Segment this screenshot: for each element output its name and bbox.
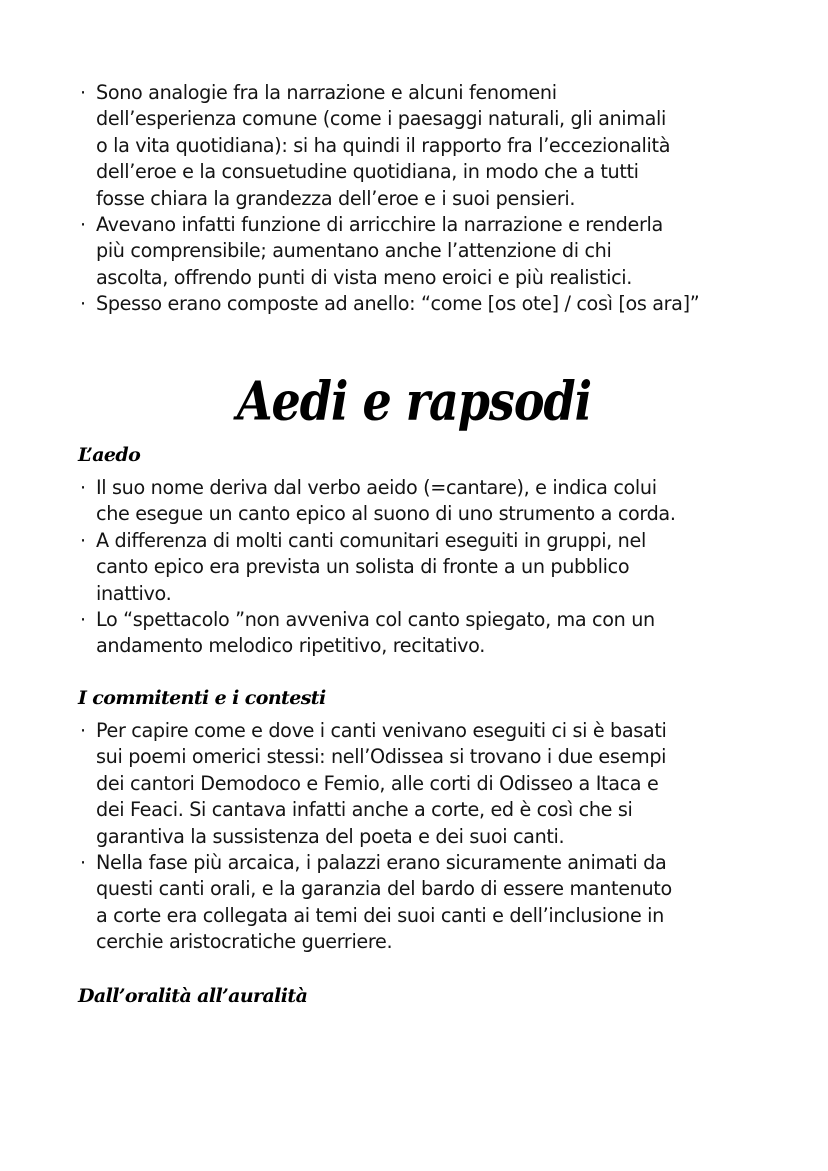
bullet-dot-icon: · (80, 529, 86, 552)
bullet-item (78, 80, 768, 212)
text-line: A differenza di molti canti comunitari eseguiti in gruppi, nel (96, 528, 646, 552)
text-line: Per capire come e dove i canti venivano eseguiti ci si è basati (96, 719, 667, 742)
text-line: ascolta, offrendo punti di vista meno eroici e più realistici. (96, 265, 632, 289)
bullet-dot-icon: · (80, 82, 86, 104)
bullet-dot-icon: · (80, 477, 86, 499)
text-line: Sono analogie fra la narrazione e alcuni fenomeni (96, 81, 557, 104)
text-line: sui poemi omerici stessi: nell’Odissea si trovano i due esempi (96, 745, 667, 769)
text-line: dell’eroe e la consuetudine quotidiana, in modo che a tutti (96, 160, 639, 184)
text-line: cerchie aristocratiche guerriere. (96, 930, 393, 954)
committenti-bullet-list (78, 718, 768, 956)
text-line: canto epico era prevista un solista di fronte a un pubblico (96, 555, 630, 579)
text-line: fosse chiara la grandezza dell’eroe e i suoi pensieri. (96, 186, 576, 210)
bullet-dot-icon: · (80, 293, 86, 316)
section-heading-committenti: I commitenti e i contesti (78, 687, 326, 709)
text-line: Lo “spettacolo ”non avveniva col canto spiegato, ma con un (96, 608, 655, 632)
text-line: Avevano infatti funzione di arricchire la narrazione e renderla (96, 213, 663, 237)
text-line: che esegue un canto epico al suono di uno strumento a corda. (96, 502, 676, 526)
text-line: questi canti orali, e la garanzia del bardo di essere mantenuto (96, 877, 672, 901)
similes-bullet-list (78, 80, 768, 318)
text-line: dell’esperienza comune (come i paesaggi naturali, gli animali (96, 107, 666, 131)
bullet-dot-icon: · (80, 214, 86, 237)
bullet-dot-icon: · (80, 852, 86, 875)
text-line: o la vita quotidiana): si ha quindi il rapporto fra l’eccezionalità (96, 133, 671, 157)
bullet-item (78, 291, 768, 317)
text-line: Il suo nome deriva dal verbo aeido (=cantare), e indica colui (96, 476, 657, 499)
text-line: dei cantori Demodoco e Femio, alle corti di Odisseo a Itaca e (96, 771, 659, 795)
bullet-item (78, 850, 768, 956)
bullet-dot-icon: · (80, 720, 86, 742)
bullet-item (78, 607, 768, 660)
text-line: più comprensibile; aumentano anche l’attenzione di chi (96, 239, 612, 263)
text-line: garantiva la sussistenza del poeta e dei suoi canti. (96, 824, 565, 848)
bullet-dot-icon: · (80, 609, 86, 632)
bullet-item (78, 718, 768, 850)
text-line: Nella fase più arcaica, i palazzi erano sicuramente animati da (96, 851, 667, 875)
text-line: inattivo. (96, 581, 172, 605)
section-heading-aedo: L’aedo (78, 444, 141, 466)
text-line: Spesso erano composte ad anello: “come [os ote] / così [os ara]” (96, 292, 700, 316)
text-line: dei Feaci. Si cantava infatti anche a corte, ed è così che si (96, 798, 633, 822)
aedo-bullet-list (78, 475, 768, 660)
bullet-item (78, 475, 768, 528)
section-heading-oralita: Dall’oralità all’auralità (78, 985, 308, 1007)
bullet-item (78, 212, 768, 291)
text-line: a corte era collegata ai temi dei suoi canti e dell’inclusione in (96, 903, 664, 927)
text-line: andamento melodico ripetitivo, recitativo. (96, 634, 485, 658)
page-title: Aedi e rapsodi (236, 369, 592, 433)
bullet-item (78, 528, 768, 607)
